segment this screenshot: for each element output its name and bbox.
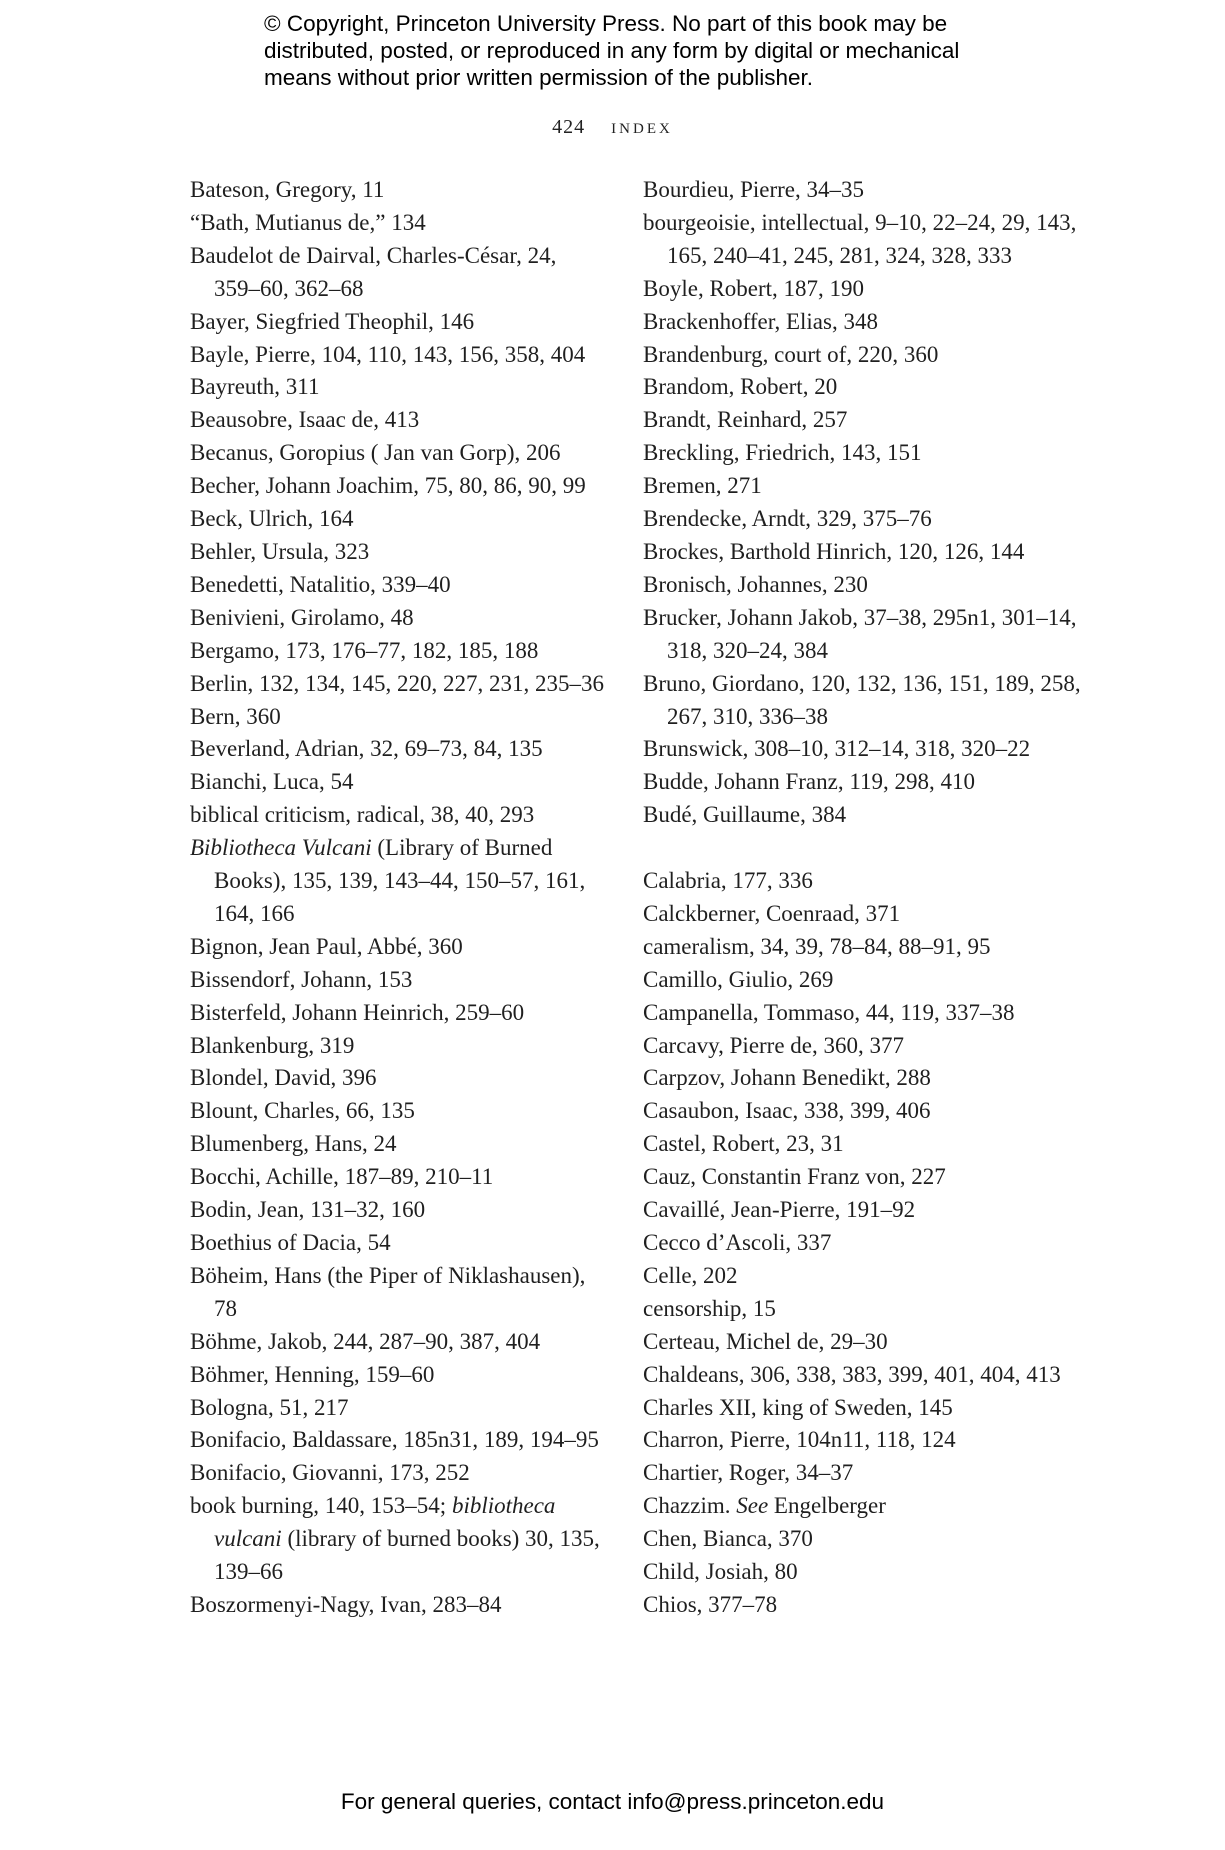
copyright-notice — [264, 10, 1024, 91]
index-entry: Baudelot de Dairval, Charles-César, 24, 359–60, 362–68 — [190, 242, 557, 301]
index-entry: Beverland, Adrian, 32, 69–73, 84, 135 — [190, 736, 543, 762]
index-entry: Campanella, Tommaso, 44, 119, 337–38 — [643, 999, 1015, 1025]
index-entry: Bignon, Jean Paul, Abbé, 360 — [190, 933, 463, 959]
index-entry: Chen, Bianca, 370 — [643, 1526, 813, 1552]
copyright-line: distributed, posted, or reproduced in any form by digital or mechanical — [264, 38, 960, 63]
index-entry: Bronisch, Johannes, 230 — [643, 571, 868, 597]
entry-italic: Bibliotheca Vulcani — [190, 835, 372, 861]
index-entry: Certeau, Michel de, 29–30 — [643, 1328, 888, 1354]
index-entry: censorship, 15 — [643, 1295, 776, 1321]
index-entry: Boszormenyi-Nagy, Ivan, 283–84 — [190, 1591, 502, 1617]
index-entry: Camillo, Giulio, 269 — [643, 966, 834, 992]
index-entry: Chios, 377–78 — [643, 1591, 778, 1617]
index-entry: Casaubon, Isaac, 338, 399, 406 — [643, 1098, 931, 1124]
index-entry: Bourdieu, Pierre, 34–35 — [643, 177, 865, 202]
index-entry: Böhme, Jakob, 244, 287–90, 387, 404 — [190, 1328, 541, 1354]
index-column-left — [190, 174, 605, 1622]
section-title: index — [611, 114, 673, 138]
index-entry: Bern, 360 — [190, 703, 281, 729]
copyright-line: © Copyright, Princeton University Press. No part of this book may be — [264, 11, 948, 36]
index-entry: Cecco d’Ascoli, 337 — [643, 1229, 832, 1255]
index-entry: Bisterfeld, Johann Heinrich, 259–60 — [190, 999, 525, 1025]
footer-contact: For general queries, contact info@press.princeton.edu — [340, 1789, 885, 1814]
index-entry: Child, Josiah, 80 — [643, 1559, 798, 1585]
index-entry: Blumenberg, Hans, 24 — [190, 1131, 397, 1157]
index-entry: Breckling, Friedrich, 143, 151 — [643, 440, 922, 466]
index-entry: Brandom, Robert, 20 — [643, 374, 838, 400]
index-entry: Bonifacio, Baldassare, 185n31, 189, 194–95 — [190, 1427, 599, 1453]
index-entry: Berlin, 132, 134, 145, 220, 227, 231, 235–36 — [190, 670, 604, 696]
index-entry: Behler, Ursula, 323 — [190, 538, 370, 564]
entry-italic: bibliotheca vulcani — [214, 1493, 556, 1552]
index-entry: Bodin, Jean, 131–32, 160 — [190, 1197, 426, 1223]
index-entry: bourgeoisie, intellectual, 9–10, 22–24, 29, 143, 165, 240–41, 245, 281, 324, 328, 333 — [643, 209, 1077, 268]
index-entry: Beausobre, Isaac de, 413 — [190, 407, 420, 433]
entry-text: book burning, 140, 153–54; — [190, 1493, 452, 1519]
index-entry: Carpzov, Johann Benedikt, 288 — [643, 1065, 931, 1091]
index-entry: Charles XII, king of Sweden, 145 — [643, 1394, 953, 1420]
index-entry: Brandt, Reinhard, 257 — [643, 407, 848, 433]
index-entry: cameralism, 34, 39, 78–84, 88–91, 95 — [643, 933, 991, 959]
index-entry: Castel, Robert, 23, 31 — [643, 1131, 844, 1157]
index-entry — [643, 1490, 1083, 1523]
index-entry: Blondel, David, 396 — [190, 1065, 377, 1091]
index-entry: “Bath, Mutianus de,” 134 — [190, 209, 426, 235]
entry-text: (library of burned books) 30, 135, 139–66 — [214, 1526, 600, 1585]
index-entry: Chartier, Roger, 34–37 — [643, 1460, 854, 1486]
index-entry: Brunswick, 308–10, 312–14, 318, 320–22 — [643, 736, 1031, 762]
index-entry: Benivieni, Girolamo, 48 — [190, 604, 414, 630]
index-entry: Brandenburg, court of, 220, 360 — [643, 341, 939, 367]
index-entry — [190, 1490, 605, 1589]
index-entry: Beck, Ulrich, 164 — [190, 506, 354, 532]
entry-text: Engelberger — [768, 1493, 886, 1519]
index-entry: Bonifacio, Giovanni, 173, 252 — [190, 1460, 470, 1486]
index-entry: Bocchi, Achille, 187–89, 210–11 — [190, 1164, 494, 1190]
copyright-line: means without prior written permission of the publisher. — [264, 65, 814, 90]
index-entry: Budde, Johann Franz, 119, 298, 410 — [643, 769, 975, 795]
entry-text: Chazzim. — [643, 1493, 737, 1519]
index-entry: biblical criticism, radical, 38, 40, 293 — [190, 802, 535, 828]
index-entry: Cavaillé, Jean-Pierre, 191–92 — [643, 1197, 916, 1223]
index-column-right — [643, 174, 1083, 1622]
index-entry: Chaldeans, 306, 338, 383, 399, 401, 404, 413 — [643, 1361, 1061, 1387]
index-entry: Calckberner, Coenraad, 371 — [643, 900, 901, 926]
running-head — [0, 114, 1225, 139]
index-entry: Bianchi, Luca, 54 — [190, 769, 354, 795]
index-entry: Böheim, Hans (the Piper of Niklashausen), 78 — [190, 1262, 586, 1321]
index-entry: Bologna, 51, 217 — [190, 1394, 349, 1420]
entry-italic: See — [736, 1493, 769, 1519]
index-entry: Carcavy, Pierre de, 360, 377 — [643, 1032, 905, 1058]
entry-text: (Library of Burned Books), 135, 139, 143–44, 150–57, 161, 164, 166 — [214, 835, 586, 926]
index-entry: Blount, Charles, 66, 135 — [190, 1098, 415, 1124]
index-entry: Blankenburg, 319 — [190, 1032, 355, 1058]
index-entry: Charron, Pierre, 104n11, 118, 124 — [643, 1427, 956, 1453]
index-entry: Bayer, Siegfried Theophil, 146 — [190, 308, 475, 334]
page-number: 424 — [552, 116, 586, 138]
index-entry: Boethius of Dacia, 54 — [190, 1230, 391, 1255]
index-entry: Benedetti, Natalitio, 339–40 — [190, 571, 451, 597]
index-entry: Brucker, Johann Jakob, 37–38, 295n1, 301–14, 318, 320–24, 384 — [643, 604, 1077, 663]
index-entry: Bayreuth, 311 — [190, 374, 320, 400]
index-entry: Becanus, Goropius ( Jan van Gorp), 206 — [190, 440, 561, 466]
index-entry: Becher, Johann Joachim, 75, 80, 86, 90, 99 — [190, 473, 586, 499]
index-entry: Brendecke, Arndt, 329, 375–76 — [643, 506, 932, 532]
index-entry: Bissendorf, Johann, 153 — [190, 966, 413, 992]
index-entry — [190, 832, 605, 931]
index-entry: Cauz, Constantin Franz von, 227 — [643, 1164, 946, 1190]
letter-section-gap — [643, 832, 1083, 865]
index-entry: Bergamo, 173, 176–77, 182, 185, 188 — [190, 637, 539, 663]
index-entry: Celle, 202 — [643, 1262, 738, 1288]
index-entry: Bruno, Giordano, 120, 132, 136, 151, 189, 258, 267, 310, 336–38 — [643, 670, 1081, 729]
index-entry: Calabria, 177, 336 — [643, 868, 813, 894]
index-entry: Brockes, Barthold Hinrich, 120, 126, 144 — [643, 538, 1025, 564]
index-entry: Brackenhoffer, Elias, 348 — [643, 308, 878, 334]
index-entry: Budé, Guillaume, 384 — [643, 802, 847, 828]
index-entry: Boyle, Robert, 187, 190 — [643, 275, 865, 301]
index-entry: Bayle, Pierre, 104, 110, 143, 156, 358, 404 — [190, 341, 586, 367]
index-entry: Böhmer, Henning, 159–60 — [190, 1361, 435, 1387]
index-entry: Bremen, 271 — [643, 473, 762, 499]
index-entry: Bateson, Gregory, 11 — [190, 177, 385, 202]
